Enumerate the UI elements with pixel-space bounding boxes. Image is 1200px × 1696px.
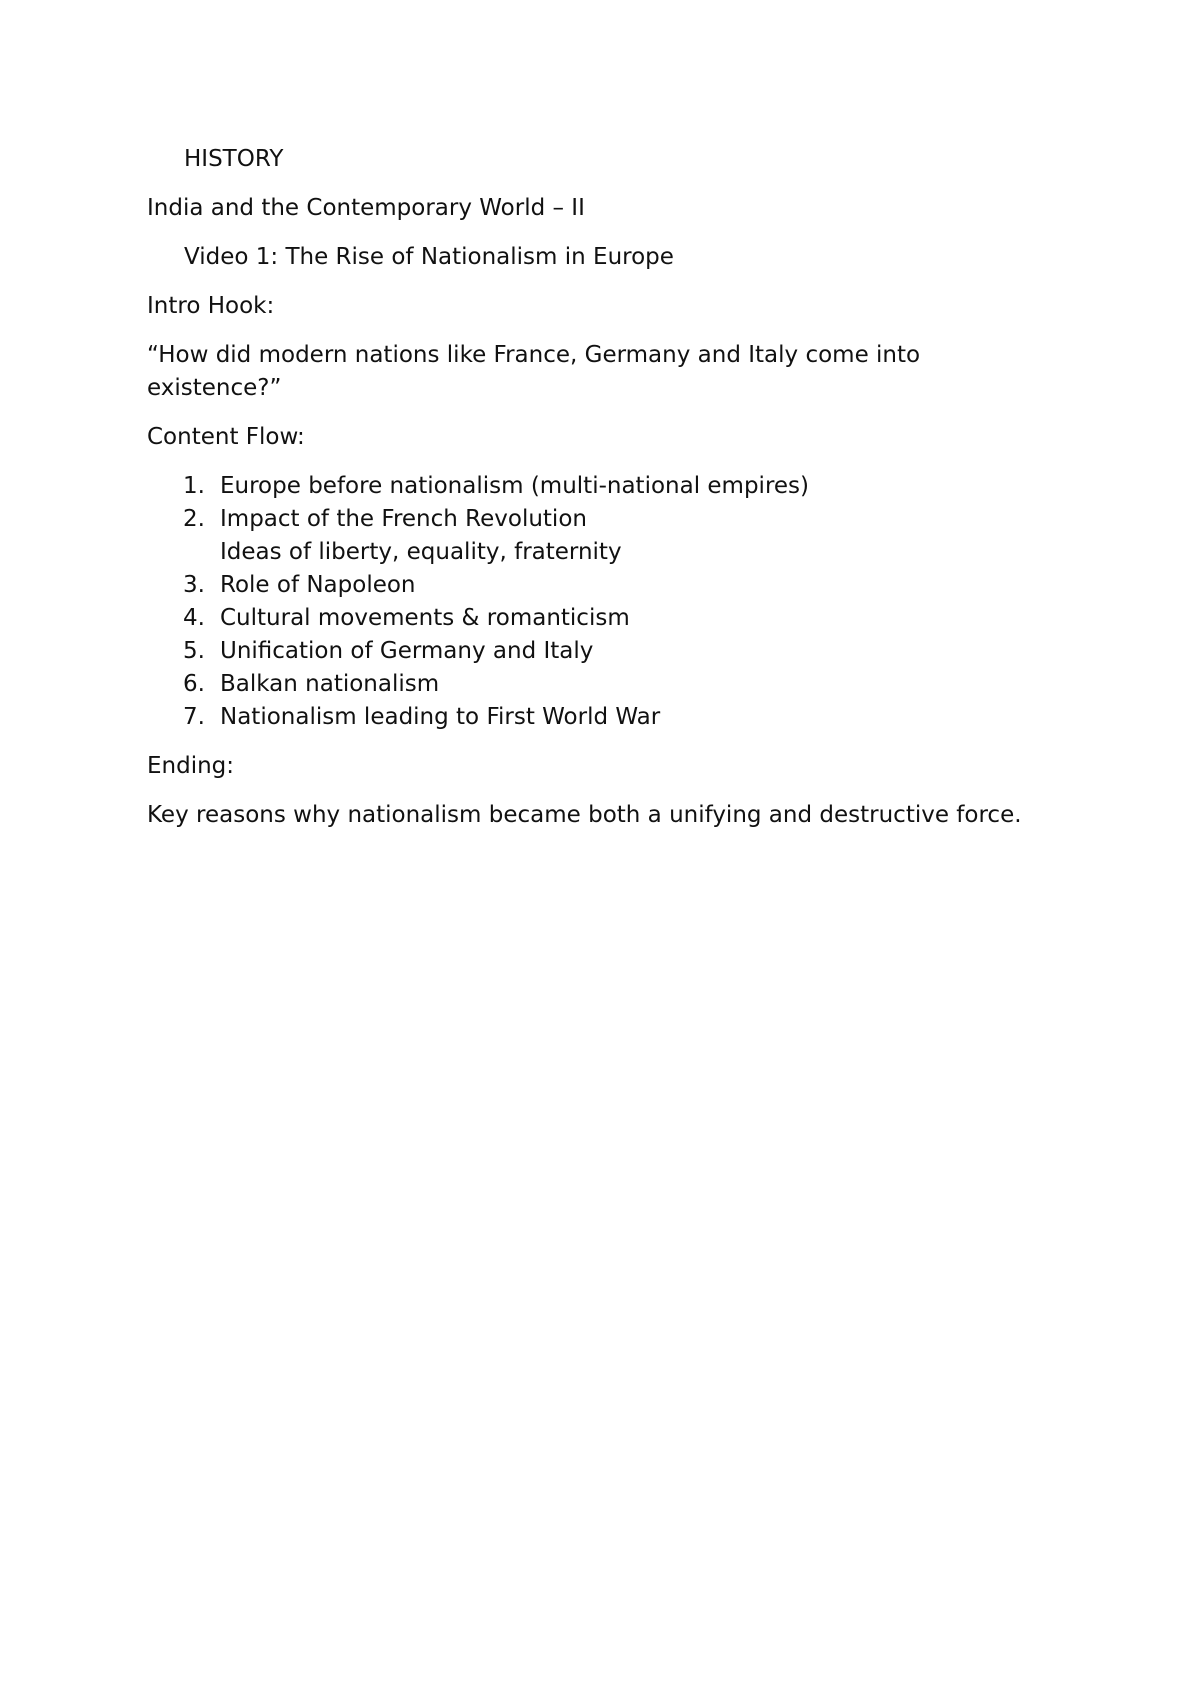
list-item-subtext: Ideas of liberty, equality, fraternity [220,539,622,565]
list-item-number: 3. [183,572,205,598]
list-item-number: 6. [183,671,205,697]
list-item [147,668,1047,701]
list-item [147,470,1047,503]
video-title: Video 1: The Rise of Nationalism in Europe [184,244,674,270]
list-item-number: 7. [183,704,205,730]
intro-heading: Intro Hook: [147,293,275,319]
list-item-text: Role of Napoleon [220,572,416,598]
intro-text: “How did modern nations like France, Germany and Italy come into existence?” [147,342,921,401]
list-item [147,503,1047,569]
list-item [147,635,1047,668]
list-item-text: Balkan nationalism [220,671,440,697]
list-item-content [220,503,1047,569]
content-flow-list [147,470,1047,734]
list-item [147,701,1047,734]
list-item-number: 5. [183,638,205,664]
list-item-text: Impact of the French Revolution [220,506,587,532]
list-item-number: 2. [183,506,205,532]
ending-text: Key reasons why nationalism became both a unifying and destructive force. [147,802,1022,828]
list-item-number: 1. [183,473,205,499]
list-item-text: Europe before nationalism (multi-national empires) [220,473,810,499]
book-title: India and the Contemporary World – II [147,195,585,221]
ending-heading: Ending: [147,753,235,779]
list-item-text: Cultural movements & romanticism [220,605,630,631]
content-flow-heading: Content Flow: [147,424,305,450]
list-item [147,569,1047,602]
list-item [147,602,1047,635]
document-body [147,143,1047,848]
list-item-text: Nationalism leading to First World War [220,704,661,730]
subject-heading: HISTORY [184,146,284,172]
list-item-text: Unification of Germany and Italy [220,638,594,664]
list-item-number: 4. [183,605,205,631]
